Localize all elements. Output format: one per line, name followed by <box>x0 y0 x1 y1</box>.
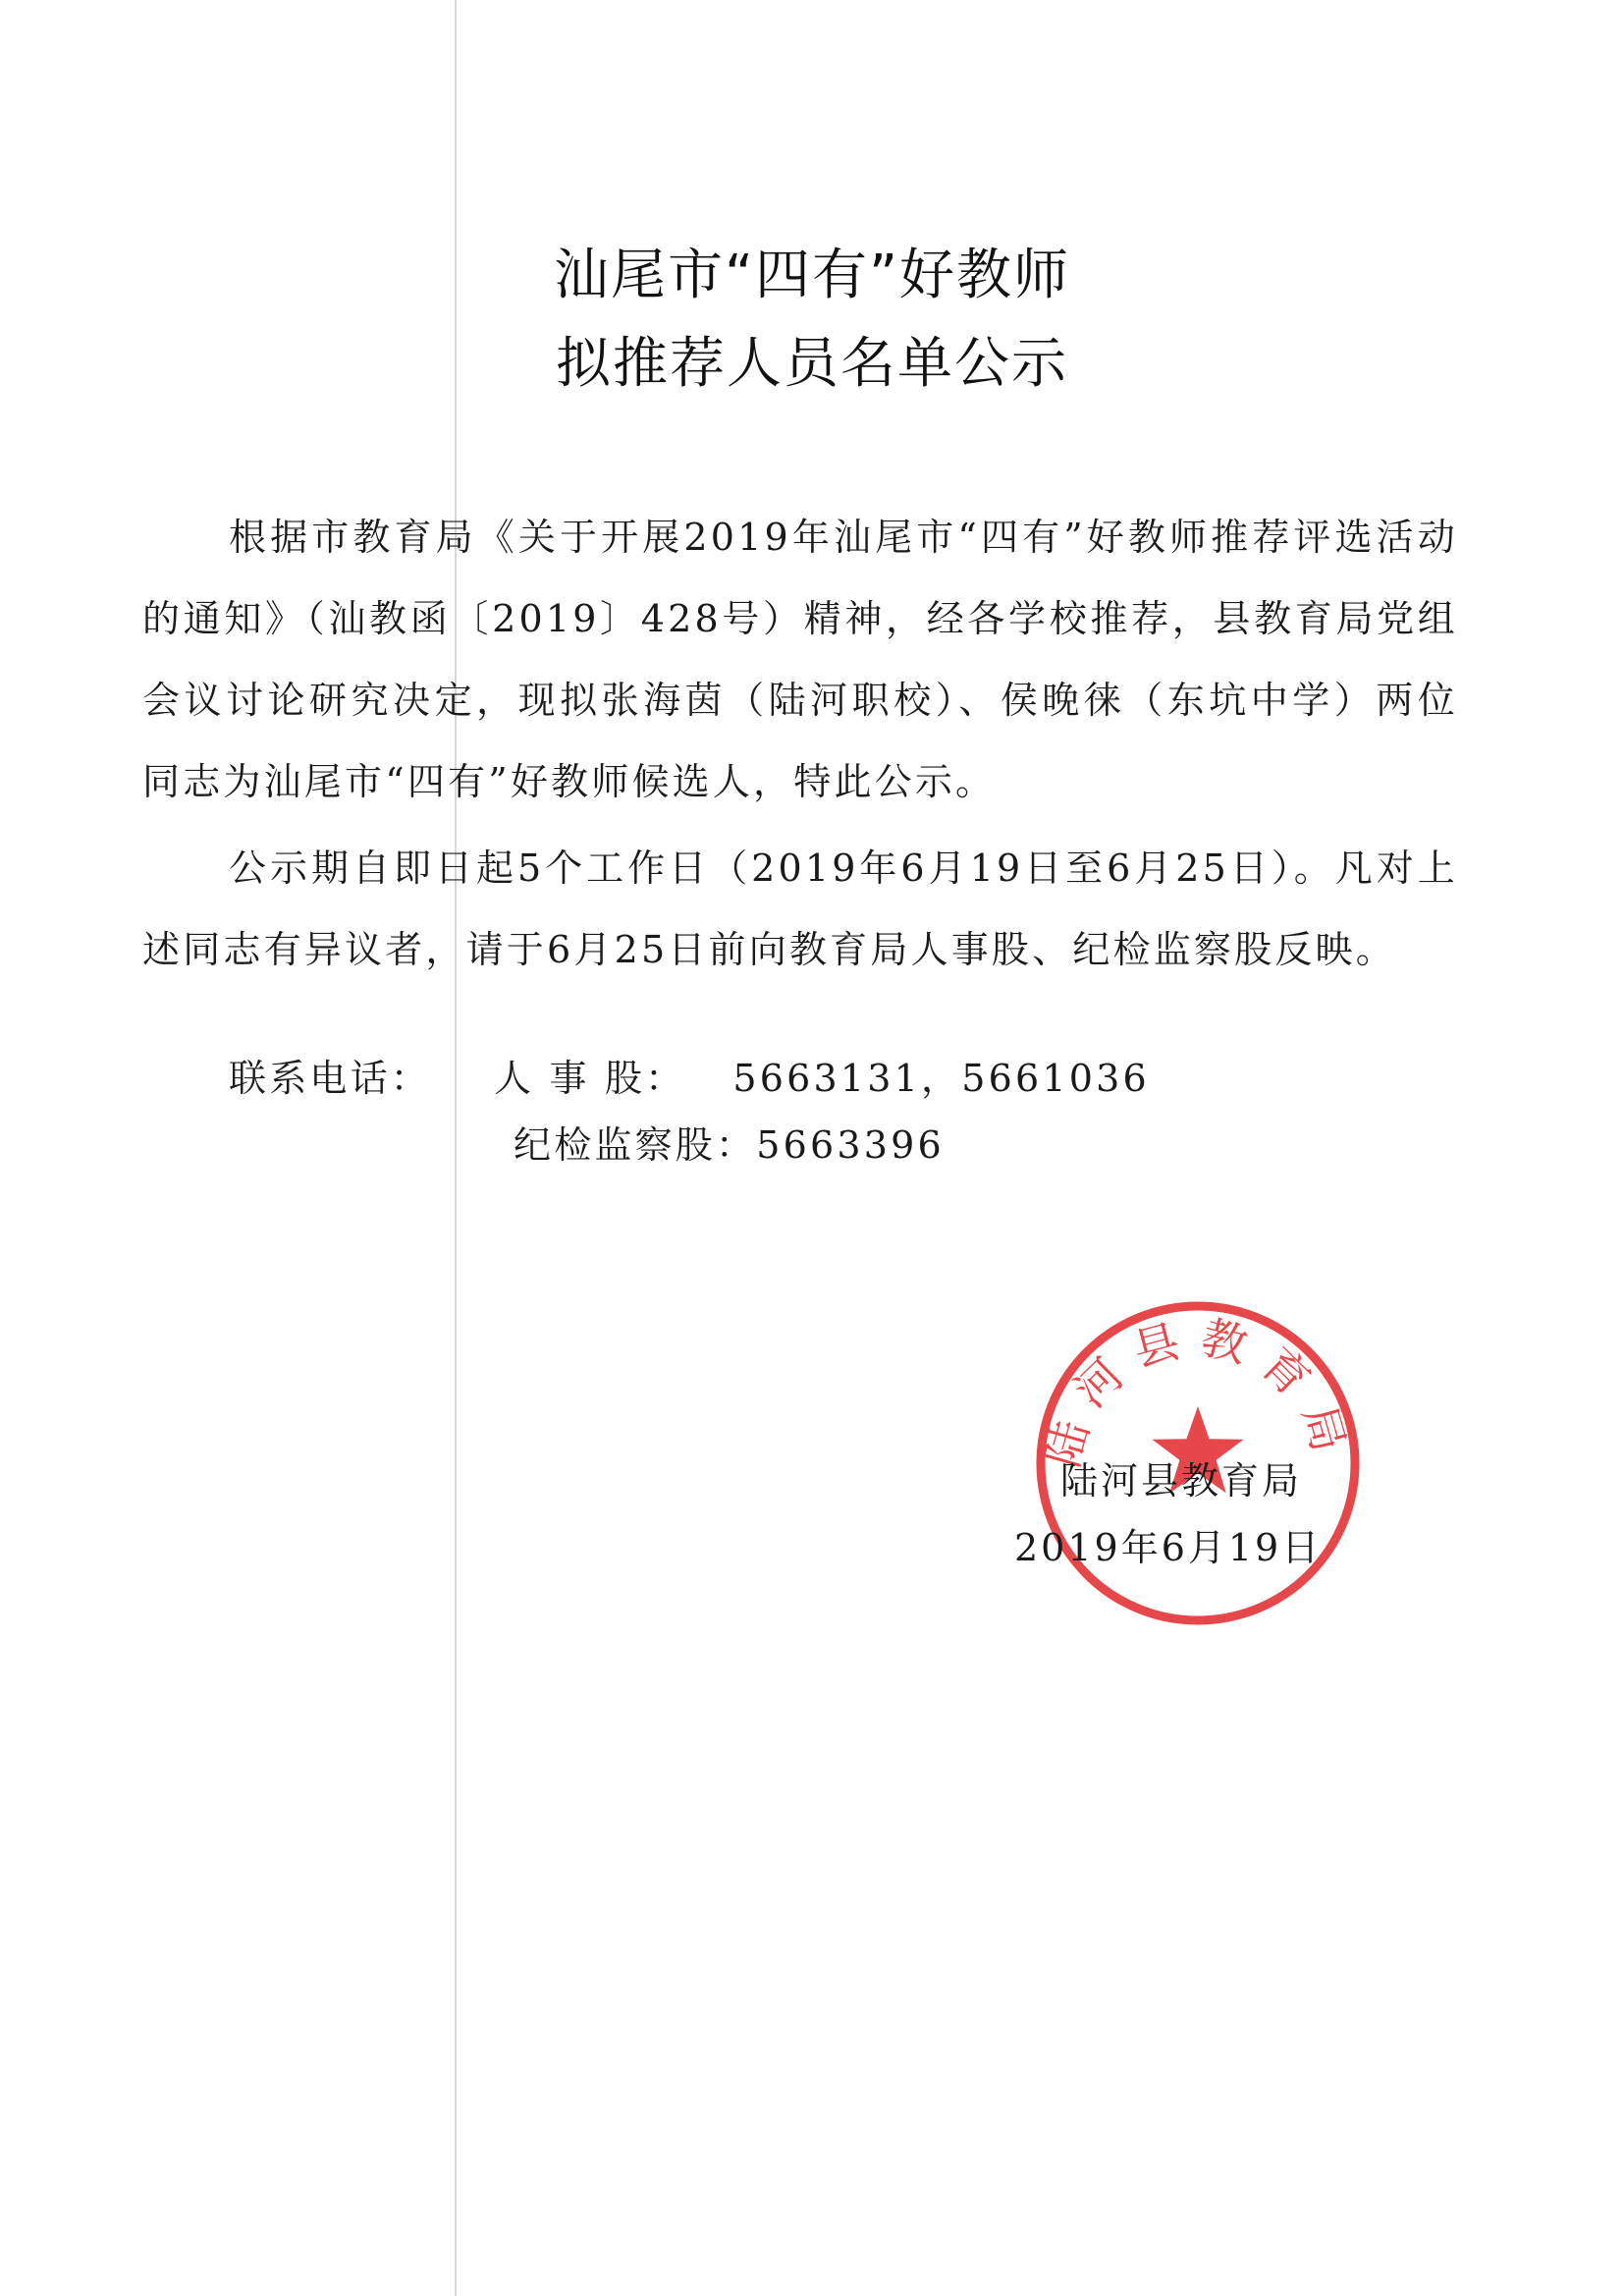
seal-text: 陆河县教育局 <box>1035 1310 1361 1473</box>
contact-personnel <box>494 1048 1150 1102</box>
personnel-dept-name: 人 事 股： <box>494 1057 686 1100</box>
document-title-line1: 汕尾市“四有”好教师 <box>553 244 1071 307</box>
document-title-line2: 拟推荐人员名单公示 <box>556 332 1068 396</box>
contact-label: 联系电话： <box>229 1057 432 1100</box>
personnel-phones: 5663131，5661036 <box>732 1057 1150 1100</box>
body-paragraph-1: 根据市教育局《关于开展2019年汕尾市“四有”好教师推荐评选活动的通知》（汕教函〔2019〕428号）精神，经各学校推荐，县教育局党组会议讨论研究决定，现拟张海茵（陆河职校）、侯晚徕（东坑中学）两位同志为汕尾市“四有”好教师候选人，特此公示。 <box>142 516 1458 803</box>
discipline-dept-name: 纪检监察股： <box>514 1123 757 1167</box>
contact-discipline <box>514 1115 945 1169</box>
discipline-phone: 5663396 <box>756 1123 945 1167</box>
signature-organization: 陆河县教育局 <box>1060 1459 1303 1503</box>
signature-date: 2019年6月19日 <box>1014 1526 1323 1569</box>
body-paragraph-2: 公示期自即日起5个工作日（2019年6月19日至6月25日）。凡对上述同志有异议者，请于6月25日前向教育局人事股、纪检监察股反映。 <box>142 847 1458 971</box>
